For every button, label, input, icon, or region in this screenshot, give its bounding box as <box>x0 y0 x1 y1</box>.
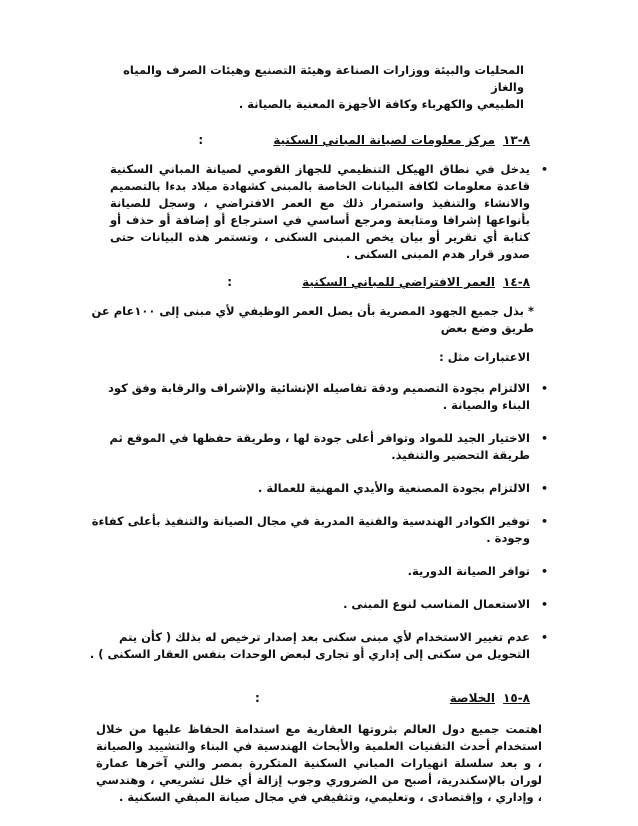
consideration-item <box>70 513 548 547</box>
consideration-text: توفير الكوادر الهندسية والفنية المدربة في مجال الصيانة والتنفيذ بأعلى كفاءة وجودة . <box>91 514 530 545</box>
bullet-dot: • <box>540 382 548 395</box>
considerations-label: الاعتبارات مثل : <box>439 350 530 364</box>
bullet-dot: • <box>540 565 548 578</box>
bullet-dot: • <box>540 482 548 495</box>
bullet-dot: • <box>540 515 548 528</box>
consideration-text: الاختيار الجيد للمواد وتوافر أعلى جودة لها ، وطريقة حفظها في الموقع ثم طريقة التحضير والتنفيذ. <box>109 431 530 462</box>
section-15-heading <box>110 689 530 707</box>
bullet-dot: • <box>540 631 548 644</box>
section-14-intro: * بذل جميع الجهود المصرية بأن يصل العمر الوظيفي لأي مبنى إلى ١٠٠عام عن طريق وضع بعض <box>91 304 534 335</box>
consideration-item <box>94 430 548 464</box>
section-13-body: يدخل في نطاق الهيكل التنظيمي للجهاز القومي لصيانة المباني السكنية قاعدة معلومات لكافة البيانات الخاصة بالمبنى كشهادة ميلاد بدءا بالتصميم والانشاء والتنفيذ واستمرار ذلك مع العمر الافتراضي ، وسجل للصيانة بأنواعها إشرافا ومتابعة ومرجع أساسي في استرجاع أو إضافة أو حذف أو كتابة أي تقرير أو بيان يخص المبنى السكنى ، وتستمر هذه البيانات حتى صدور قرار هدم المبنى السكنى . <box>110 162 530 261</box>
intro-line-1: المحليات والبيئة ووزارات الصناعة وهيئة التصنيع وهيئات الصرف والمياه والغاز <box>123 63 524 94</box>
section-14-colon: : <box>227 275 233 289</box>
section-15-body: اهتمت جميع دول العالم بثروتها العقارية مع استدامة الحفاظ عليها من خلال استخدام أحدث التقنيات العلمية والأبحاث الهندسية في البناء والتشييد والصيانة ، و بعد سلسلة انهيارات المباني السكنية المتكررة بمصر والتي آخرها عمارة لوران بالإسكندرية، أصبح من الضروري وجوب إزالة أي خلل تشريعي ، وهندسي ، وإداري ، وإقتصادى ، وتعليمي، وتثقيفي في مجال صيانة المبقي السكنية . <box>96 722 542 804</box>
consideration-text: الالتزام بجودة التصميم ودقة تفاصيله الإنشائية والإشراف والرقابة وفق كود البناء والصيانة . <box>107 381 530 412</box>
section-15-title: الخلاصة <box>449 691 496 705</box>
section-14-heading <box>110 273 530 291</box>
intro-line-2: الطبيعي والكهرباء وكافة الأجهزة المعنية بالصيانة . <box>238 97 524 111</box>
bullet-dot: • <box>540 598 548 611</box>
section-13-title: مركز معلومات لصيانة المباني السكنية <box>273 133 496 147</box>
section-14-title: العمر الافتراضي للمباني السكنية <box>302 275 496 289</box>
section-13-bullet-paragraph <box>110 161 548 263</box>
bullet-dot: • <box>540 432 548 445</box>
section-15-number: ٨-١٥ <box>503 691 530 705</box>
bullet-dot: • <box>540 163 548 176</box>
consideration-text: الالتزام بجودة المصنعية والأيدي المهنية للعمالة . <box>258 481 530 495</box>
section-14-number: ٨-١٤ <box>503 275 530 289</box>
consideration-text: الاستعمال المناسب لنوع المبنى . <box>343 597 530 611</box>
consideration-item <box>110 563 548 580</box>
consideration-item <box>88 629 548 663</box>
consideration-text: توافر الصيانة الدورية. <box>407 564 530 578</box>
consideration-item <box>110 596 548 613</box>
section-13-heading <box>110 131 530 149</box>
section-15-colon: : <box>254 691 260 705</box>
section-13-colon: : <box>198 133 204 147</box>
consideration-item <box>94 380 548 414</box>
section-13-number: ٨-١٣ <box>503 133 530 147</box>
document-page <box>89 62 548 806</box>
consideration-item <box>110 480 548 497</box>
consideration-text: عدم تغيير الاستخدام لأي مبنى سكنى بعد إصدار ترخيص له بذلك ( كأن يتم التحويل من سكنى إلى إداري أو تجارى لبعض الوحدات بنفس العقار السكنى ) . <box>89 630 530 661</box>
